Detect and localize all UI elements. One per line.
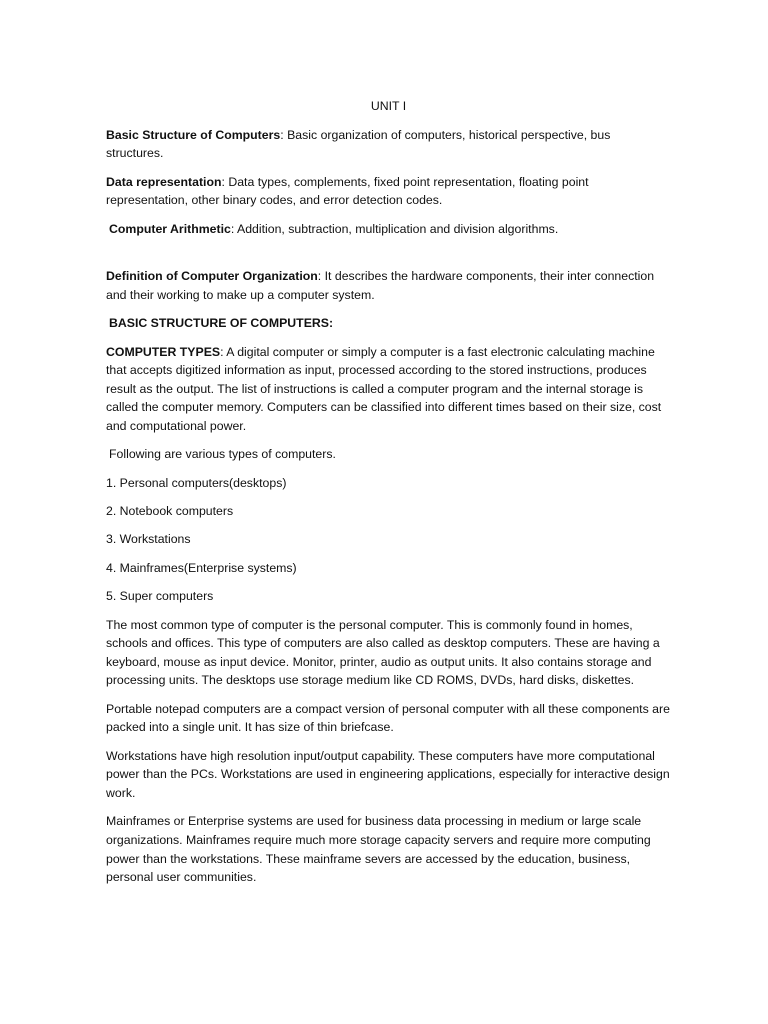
definition-paragraph [106,267,671,304]
syllabus-text: : Basic organization of computers, historical perspective, bus structures. [106,127,611,161]
document-body [106,97,671,897]
computer-types-term: COMPUTER TYPES [106,344,221,359]
paragraph-personal-computer: The most common type of computer is the personal computer. This is commonly found in homes, schools and offices. This type of computers are also called as desktop computers. These are having a keyboard, mouse as input device. Monitor, printer, audio as output units. It also contains storage and processing units. The desktops use storage medium like CD ROMS, DVDs, hard disks, diskettes. [106,617,660,688]
syllabus-term: Data representation [106,174,222,189]
list-item: 3. Workstations [106,532,191,547]
unit-title: UNIT I [370,99,407,113]
syllabus-term: Basic Structure of Computers [106,127,281,142]
paragraph-workstations: Workstations have high resolution input/output capability. These computers have more computational power than the PCs. Workstations are used in engineering applications, especially for interactive design work. [106,748,670,800]
section-heading: BASIC STRUCTURE OF COMPUTERS: [109,316,334,331]
definition-text: : It describes the hardware components, their inter connection and their working to make up a computer system. [106,269,655,302]
list-item: 4. Mainframes(Enterprise systems) [106,560,297,575]
list-item: 1. Personal computers(desktops) [106,475,287,490]
list-item: 5. Super computers [106,589,214,604]
paragraph-mainframes: Mainframes or Enterprise systems are used for business data processing in medium or large scale organizations. Mainframes require much more storage capacity servers and require more computing power than the workstations. These mainframe severs are accessed by the education, business, personal user communities. [106,814,651,885]
computer-types-paragraph [106,343,671,436]
syllabus-text: : Data types, complements, fixed point representation, floating point representation, other binary codes, and error detection codes. [106,174,589,208]
definition-term: Definition of Computer Organization [106,269,318,284]
list-item: 2. Notebook computers [106,504,234,519]
syllabus-item-basic-structure [106,126,671,163]
types-intro: Following are various types of computers. [109,447,336,462]
syllabus-text: : Addition, subtraction, multiplication and division algorithms. [230,221,559,236]
paragraph-notebook: Portable notepad computers are a compact version of personal computer with all these components are packed into a single unit. It has size of thin briefcase. [106,701,670,735]
syllabus-item-data-representation [106,173,671,210]
syllabus-item-computer-arithmetic [106,220,671,239]
syllabus-term: Computer Arithmetic [109,221,231,236]
computer-types-text: : A digital computer or simply a computer is a fast electronic calculating machine that accepts digitized information as input, processed according to the stored instructions, produces result as the output. The list of instructions is called a computer program and the internal storage is called the computer memory. Computers can be classified into different times based on their size, cost and computational power. [106,344,662,433]
